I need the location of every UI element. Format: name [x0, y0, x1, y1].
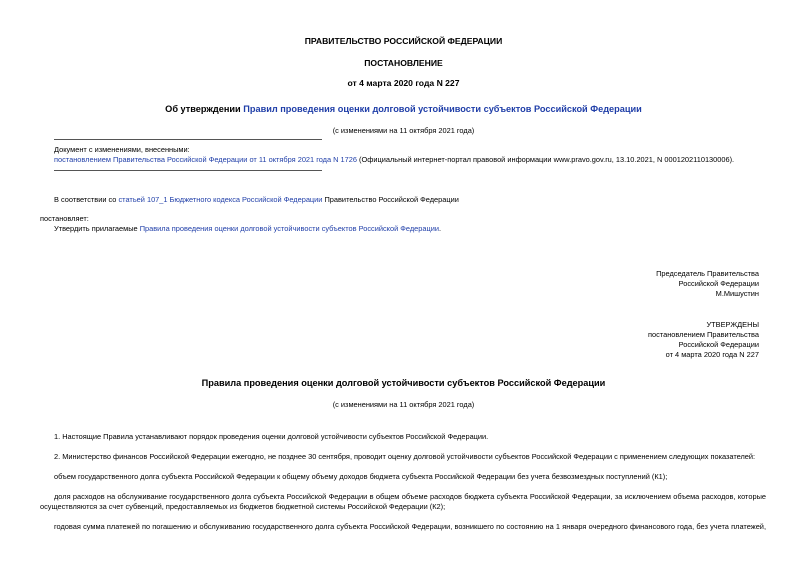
approve-prefix: Утвердить прилагаемые [54, 224, 140, 233]
amendments-bottom-rule [54, 170, 322, 171]
rules-changes-note: (с изменениями на 11 октября 2021 года) [332, 400, 475, 409]
changes-note: (с изменениями на 11 октября 2021 года) [332, 126, 475, 135]
doc-title-prefix: Об утверждении [165, 104, 244, 114]
preamble-prefix: В соответствии со [54, 195, 119, 204]
rules-paragraph-2: 2. Министерство финансов Российской Федерации ежегодно, не позднее 30 сентября, проводит оценку долговой устойчивости субъектов Российской Федерации с применением следующих показателей: [54, 452, 756, 461]
approve-paragraph [54, 224, 441, 233]
amendments-label: Документ с изменениями, внесенными: [54, 145, 190, 154]
approved-date-number: от 4 марта 2020 года N 227 [665, 350, 759, 359]
indicator-k1: объем государственного долга субъекта Российской Федерации к общему объему доходов бюджета субъекта Российской Федерации без учета безвозмездных поступлений (К1); [54, 472, 668, 481]
rules-link[interactable]: Правила проведения оценки долговой устойчивости субъектов Российской Федерации [139, 224, 439, 233]
signature-position: Председатель Правительства [656, 269, 759, 278]
budget-code-link[interactable]: статьей 107_1 Бюджетного кодекса Российской Федерации [118, 195, 323, 204]
rules-title: Правила проведения оценки долговой устойчивости субъектов Российской Федерации [201, 378, 606, 388]
amendments-top-rule [54, 139, 322, 140]
doc-title-link[interactable]: Правил проведения оценки долговой устойчивости субъектов Российской Федерации [243, 104, 642, 114]
amendments-entry [54, 155, 734, 164]
amendments-source: (Официальный интернет-портал правовой информации www.pravo.gov.ru, 13.10.2021, N 0001202110130006). [357, 155, 735, 164]
doc-date-number: от 4 марта 2020 года N 227 [347, 78, 460, 88]
org-heading: ПРАВИТЕЛЬСТВО РОССИЙСКОЙ ФЕДЕРАЦИИ [304, 36, 503, 46]
preamble [54, 195, 459, 204]
approve-suffix: . [438, 224, 442, 233]
rules-paragraph-1: 1. Настоящие Правила устанавливают порядок проведения оценки долговой устойчивости субъектов Российской Федерации. [54, 432, 489, 441]
doc-type-heading: ПОСТАНОВЛЕНИЕ [364, 58, 443, 68]
signature-entity: Российской Федерации [678, 279, 759, 288]
signature-name: М.Мишустин [715, 289, 759, 298]
preamble-suffix: Правительство Российской Федерации [322, 195, 459, 204]
amending-decree-link[interactable]: постановлением Правительства Российской Федерации от 11 октября 2021 года N 1726 [54, 155, 357, 164]
indicator-k3-line-1: годовая сумма платежей по погашению и обслуживанию государственного долга субъекта Российской Федерации, возникшего по состоянию на 1 января очередного финансового года, без учета платежей, [54, 522, 766, 531]
approved-by: постановлением Правительства [648, 330, 759, 339]
decides-text: постановляет: [40, 214, 89, 223]
doc-title [0, 104, 807, 114]
approved-entity: Российской Федерации [678, 340, 759, 349]
indicator-k2-line-1: доля расходов на обслуживание государственного долга субъекта Российской Федерации в общем объеме расходов бюджета субъекта Российской Федерации, за исключением объема расходов, которые [54, 492, 766, 501]
indicator-k2-line-2: осуществляются за счет субвенций, предоставляемых из бюджетов бюджетной системы Российской Федерации (К2); [40, 502, 446, 511]
approved-heading: УТВЕРЖДЕНЫ [706, 320, 759, 329]
